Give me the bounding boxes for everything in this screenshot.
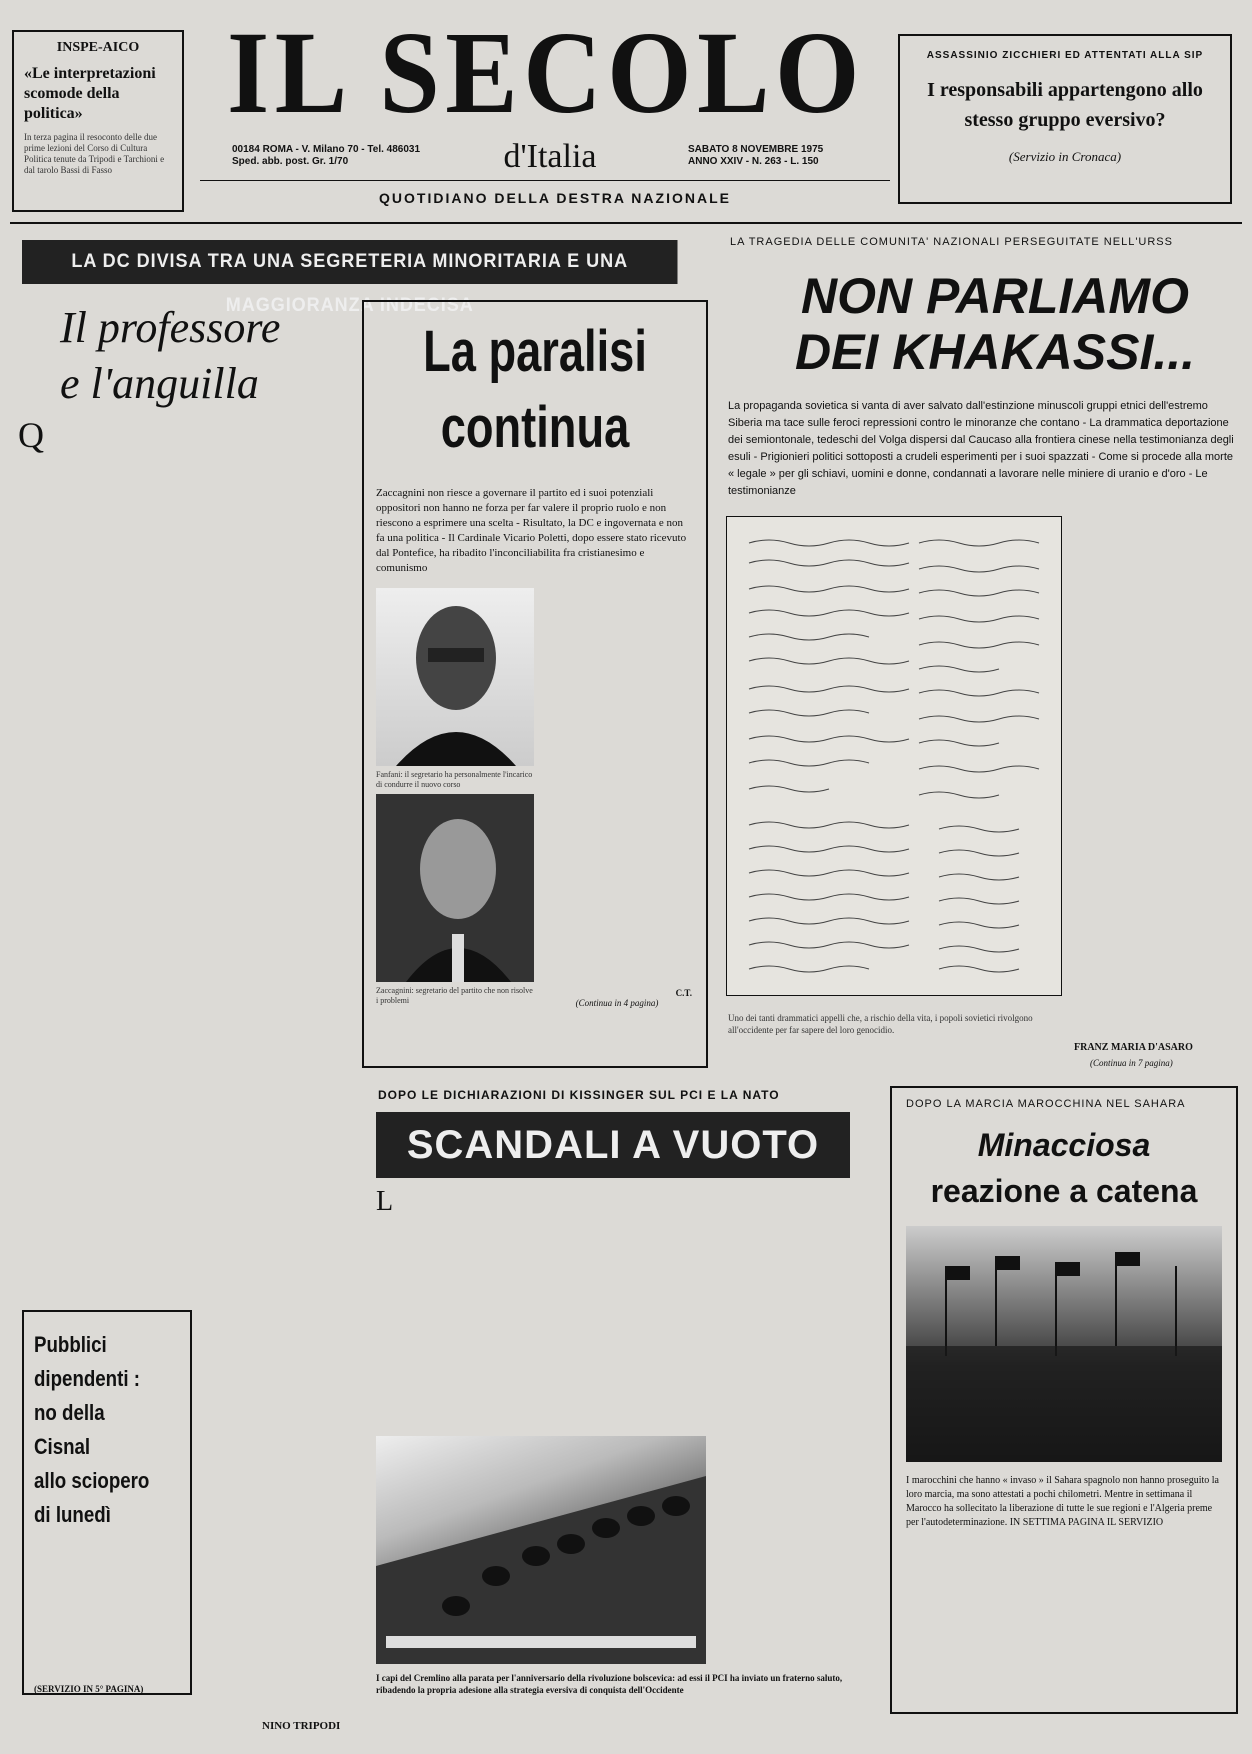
- paralisi-photos: [376, 588, 534, 1008]
- sahara-headline: [906, 1122, 1222, 1214]
- khakassi-line1: NON PARLIAMO: [801, 268, 1189, 324]
- sahara-photo: [906, 1226, 1222, 1462]
- sahara-box: [890, 1086, 1238, 1714]
- paralisi-line1: La paralisi: [423, 319, 647, 384]
- cisnal-headline: [34, 1328, 158, 1532]
- khakassi-byline: FRANZ MARIA D'ASARO: [1074, 1042, 1193, 1053]
- masthead-subtitle: d'Italia: [503, 138, 597, 175]
- masthead-tagline: QUOTIDIANO DELLA DESTRA NAZIONALE: [379, 190, 731, 206]
- cisnal-box: [22, 1310, 192, 1695]
- kremlin-caption: I capi del Cremlino alla parata per l'anniversario della rivoluzione bolscevica: ad essi il PCI ha inviato un fraterno saluto, ribadendo la propria adesione alla strategia eversiva di conquista dell'Occidente: [376, 1673, 843, 1695]
- left-ear-title: INSPE-AICO: [56, 40, 140, 55]
- khakassi-column: [1074, 516, 1234, 996]
- editorial-headline-line1: Il professore: [60, 303, 281, 352]
- editorial-headline-line2: e l'anguilla: [60, 359, 259, 408]
- portrait-2-svg: [376, 794, 534, 982]
- kremlin-photo-svg: [376, 1436, 706, 1664]
- sahara-caption: I marocchini che hanno « invaso » il Sahara spagnolo non hanno proseguito la loro marcia, ma sono attestati a pochi chilometri. Mentre in settimana il Marocco ha sollecitato la liberazione di tutte le sue regioni e l'Algeria preme per l'autodeterminazione. IN SETTIMA PAGINA IL SERVIZIO: [906, 1475, 1219, 1528]
- right-ear-kicker: ASSASSINIO ZICCHIERI ED ATTENTATI ALLA SIP: [926, 50, 1204, 61]
- portrait-1-svg: [376, 588, 534, 766]
- right-ear: [898, 34, 1232, 204]
- paralisi-line2: continua: [440, 395, 630, 460]
- document-caption: Uno dei tanti drammatici appelli che, a rischio della vita, i popoli sovietici rivolgono all'occidente per far sapere del loro genocidio.: [728, 1013, 1033, 1035]
- khakassi-kicker: LA TRAGEDIA DELLE COMUNITA' NAZIONALI PERSEGUITATE NELL'URSS: [730, 236, 1173, 248]
- masthead-rule: [200, 180, 890, 181]
- paralisi-body: [376, 588, 694, 1008]
- zaccagnini-caption: Zaccagnini: segretario del partito che non risolve i problemi: [376, 986, 533, 1005]
- fanfani-photo: [376, 588, 534, 766]
- date-line-1: SABATO 8 NOVEMBRE 1975: [688, 144, 824, 155]
- paralisi-box: [362, 300, 708, 1068]
- paralisi-lead: Zaccagnini non riesce a governare il partito ed i suoi potenziali oppositori non hanno ne forza per far valere il proprio ruolo e non riescono a esprimere una scelta - Risultato, la DC e ingovernata e non fa una politica - Il Cardinale Vicario Poletti, dopo essere stato ricevuto dal Pontefice, ha ribadito l'inconciliabilita fra cristianesimo e comunismo: [376, 487, 687, 574]
- top-divider: [10, 222, 1242, 224]
- sahara-line1: Minacciosa: [977, 1127, 1151, 1163]
- left-ear-headline: «Le interpretazioni scomode della politica»: [24, 65, 156, 122]
- cisnal-line5: di lunedì: [34, 1502, 111, 1527]
- sahara-photo-svg: [906, 1226, 1222, 1462]
- kissinger-column-2: [534, 1190, 682, 1426]
- paralisi-initials: C.T.: [675, 988, 692, 998]
- masthead-address: [232, 144, 420, 168]
- editorial-column-2: [193, 420, 358, 1490]
- kissinger-headline-bar: [376, 1112, 850, 1178]
- paralisi-continued: (Continua in 4 pagina): [575, 998, 659, 1008]
- editorial-headline: [40, 300, 320, 412]
- cisnal-line4: allo sciopero: [34, 1468, 150, 1493]
- kissinger-headline: SCANDALI A VUOTO: [406, 1122, 820, 1167]
- right-ear-headline: I responsabili appartengono allo stesso gruppo eversivo?: [927, 79, 1203, 131]
- kissinger-column-1: [376, 1190, 524, 1426]
- paralisi-headline: [411, 314, 659, 466]
- editorial-dropcap: Q: [18, 420, 44, 455]
- sahara-kicker: DOPO LA MARCIA MAROCCHINA NEL SAHARA: [906, 1098, 1186, 1110]
- cisnal-line3: no della Cisnal: [34, 1400, 105, 1459]
- paralisi-column-text: [542, 588, 692, 988]
- masthead-title: IL SECOLO: [227, 7, 865, 138]
- address-line-1: 00184 ROMA - V. Milano 70 - Tel. 486031: [232, 144, 421, 155]
- cisnal-continued: (SERVIZIO IN 5° PAGINA): [34, 1684, 144, 1694]
- fanfani-caption: Fanfani: il segretario ha personalmente l'incarico di condurre il nuovo corso: [376, 770, 533, 789]
- dc-banner: LA DC DIVISA TRA UNA SEGRETERIA MINORITARIA E UNA MAGGIORANZA INDECISA: [22, 240, 678, 284]
- kissinger-kicker: DOPO LE DICHIARAZIONI DI KISSINGER SUL PCI E LA NATO: [378, 1088, 780, 1102]
- cisnal-body: [34, 1540, 180, 1680]
- editorial-byline: NINO TRIPODI: [262, 1720, 341, 1732]
- kremlin-photo: [376, 1436, 706, 1664]
- handwriting-svg: [739, 529, 1049, 979]
- zaccagnini-photo: [376, 794, 534, 982]
- date-line-2: ANNO XXIV - N. 263 - L. 150: [688, 156, 819, 167]
- khakassi-lead: La propaganda sovietica si vanta di aver salvato dall'estinzione minuscoli gruppi etnici dell'estremo Siberia ma tace sulle feroci repressioni contro le minoranze che contano - La drammatica deportazione dei semiontonale, tedeschi del Volga dispersi dal Caucaso alla frontiera cinese nella testimonianza degli esuli - Prigionieri politici sottoposti a crudeli esperimenti per i suoi spazzati - Come si procede alla morte « legale » per gli schiavi, uomini e donne, condannati a lavorare nelle miniere di uranio e d'oro - Le testimonianze: [728, 400, 1234, 497]
- right-ear-note: (Servizio in Cronaca): [1008, 149, 1122, 164]
- paralisi-text-column: [542, 588, 692, 1008]
- cisnal-line2: dipendenti :: [34, 1366, 140, 1391]
- kissinger-dropcap: L: [376, 1190, 394, 1217]
- sahara-line2: reazione a catena: [930, 1173, 1198, 1209]
- handwritten-document: [726, 516, 1062, 996]
- address-line-2: Sped. abb. post. Gr. 1/70: [232, 156, 349, 167]
- masthead-date: [688, 144, 823, 168]
- left-ear: [12, 30, 184, 212]
- khakassi-continued: (Continua in 7 pagina): [1090, 1058, 1173, 1068]
- kissinger-column-4: [716, 1190, 850, 1660]
- khakassi-headline: [770, 268, 1220, 380]
- khakassi-line2: DEI KHAKASSI...: [794, 324, 1196, 380]
- left-ear-body: In terza pagina il resoconto delle due prime lezioni del Corso di Cultura Politica tenute da Tripodi e Tarchioni e dal tarolo Bassi di Fasso: [24, 132, 165, 175]
- cisnal-line1: Pubblici: [34, 1332, 107, 1357]
